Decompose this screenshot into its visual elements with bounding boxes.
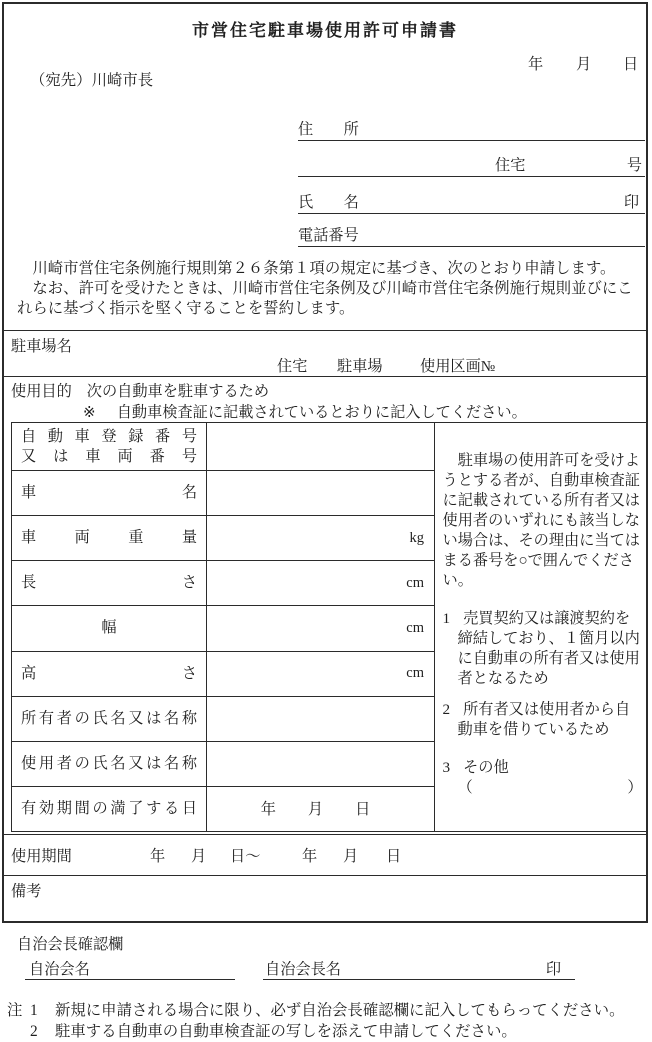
- housing-unit-suffix: 号: [626, 157, 642, 174]
- length-value-cell: [207, 560, 434, 605]
- expiry-date-value-cell: 年 月 日: [207, 786, 434, 831]
- car-name-value-cell: [207, 470, 434, 515]
- side-note-item-1: 1 売買契約又は譲渡契約を締結しており、１箇月以内に自動車の所有者又は使用者となるため: [442, 610, 640, 687]
- phone-label: 電話番号: [298, 227, 359, 244]
- parking-housing-label: 住宅: [277, 358, 308, 375]
- row-label-owner-name: 所有者の氏名又は名称: [12, 696, 207, 741]
- parking-parking-label: 駐車場: [337, 358, 383, 375]
- name-field-line: [298, 177, 645, 214]
- seal-mark: 印: [545, 961, 561, 978]
- vehicle-info-table: [11, 422, 435, 832]
- row-label-user-name: 使用者の氏名又は名称: [12, 741, 207, 786]
- height-value-cell: [207, 651, 434, 696]
- association-name-field: [25, 954, 235, 980]
- seal-mark: 印: [623, 194, 639, 211]
- row-label-height: 高さ: [12, 651, 207, 696]
- paren-close: ）: [627, 779, 643, 796]
- purpose-note: [83, 401, 527, 422]
- unit-cm: cm: [406, 619, 424, 636]
- purpose-line: [11, 380, 269, 401]
- unit-cm: cm: [406, 665, 424, 682]
- row-label-car-name: 車名: [12, 470, 207, 515]
- name-label: 氏 名: [298, 194, 359, 211]
- vehicle-weight-value-cell: [207, 515, 434, 560]
- side-note-panel: [434, 422, 647, 832]
- housing-label: 住宅: [495, 157, 526, 174]
- phone-field-line: [298, 214, 645, 247]
- parking-lot-sub-line: [4, 355, 646, 375]
- purpose-note-text: 自動車検査証に記載されているとおりに記入してください。: [116, 404, 527, 421]
- width-value-cell: [207, 605, 434, 650]
- address-label: 住 所: [298, 121, 359, 138]
- other-reason-paren-line: [458, 778, 643, 798]
- paren-open: （: [457, 779, 473, 796]
- association-chief-field: [263, 954, 575, 980]
- purpose-label: 使用目的: [11, 383, 72, 400]
- side-note-item-2: 2 所有者又は使用者から自動車を借りているため: [442, 701, 631, 738]
- date-year-label: 年: [528, 56, 544, 73]
- association-chief-label: 自治会長名: [265, 961, 341, 978]
- parking-lot-name-label: 駐車場名: [11, 338, 72, 355]
- purpose-text: 次の自動車を駐車するため: [86, 383, 269, 400]
- date-day-label: 日: [623, 56, 639, 73]
- address-field-line: [298, 107, 645, 141]
- row-label-vehicle-weight: 車両重量: [12, 515, 207, 560]
- association-fields-line: [25, 954, 575, 980]
- remarks-label: 備考: [11, 883, 42, 900]
- section-divider: [4, 875, 646, 876]
- footnote-2: 2 駐車する自動車の自動車検査証の写しを添えて申請してください。: [30, 1023, 517, 1040]
- association-name-label: 自治会名: [29, 961, 90, 978]
- row-label-registration-number: 自動車登録番号 又は車両番号: [12, 423, 207, 470]
- date-month-label: 月: [576, 56, 592, 73]
- footnote-1: 注 1 新規に申請される場合に限り、必ず自治会長確認欄に記入してもらってください。: [7, 1002, 625, 1019]
- usage-period-row: 使用期間 年 月 日～ 年 月 日: [4, 835, 646, 875]
- footnotes: [7, 1000, 624, 1042]
- unit-cm: cm: [406, 574, 424, 591]
- applicant-fields: [298, 107, 645, 247]
- row-label-width: 幅: [12, 605, 207, 650]
- housing-name-field-line: [298, 141, 645, 177]
- addressee-label: （宛先）川崎市長: [30, 72, 154, 89]
- owner-name-value-cell: [207, 696, 434, 741]
- side-note-paragraph: 駐車場の使用許可を受けようとする者が、自動車検査証に記載されている所有者又は使用者のいずれにも該当しない場合は、その理由に当てはまる番号を○で囲んでください。: [442, 452, 640, 589]
- form-title: 市営住宅駐車場使用許可申請書: [192, 21, 458, 40]
- section-divider: [4, 376, 646, 377]
- usage-period-label: 使用期間: [11, 848, 72, 865]
- declaration-line-2: なお、許可を受けたときは、川崎市営住宅条例及び川崎市営住宅条例施行規則並びにこれらに基づく指示を堅く守ることを誓約します。: [17, 280, 633, 317]
- reference-mark: ※: [83, 404, 96, 421]
- section-divider: [4, 330, 646, 331]
- unit-kg: kg: [409, 529, 424, 546]
- declaration-line-1: 川崎市営住宅条例施行規則第２６条第１項の規定に基づき、次のとおり申請します。: [32, 260, 616, 277]
- parking-section-no-label: 使用区画№: [420, 358, 496, 375]
- application-form-box: [2, 2, 648, 923]
- row-label-length: 長さ: [12, 560, 207, 605]
- declaration-paragraph: [17, 259, 637, 319]
- association-confirmation-title: 自治会長確認欄: [17, 936, 124, 953]
- side-note-item-3: 3 その他: [442, 759, 509, 776]
- registration-number-value-cell: [207, 423, 434, 470]
- note-prefix: 注: [7, 1002, 23, 1019]
- user-name-value-cell: [207, 741, 434, 786]
- row-label-expiry-date: 有効期間の満了する日: [12, 786, 207, 831]
